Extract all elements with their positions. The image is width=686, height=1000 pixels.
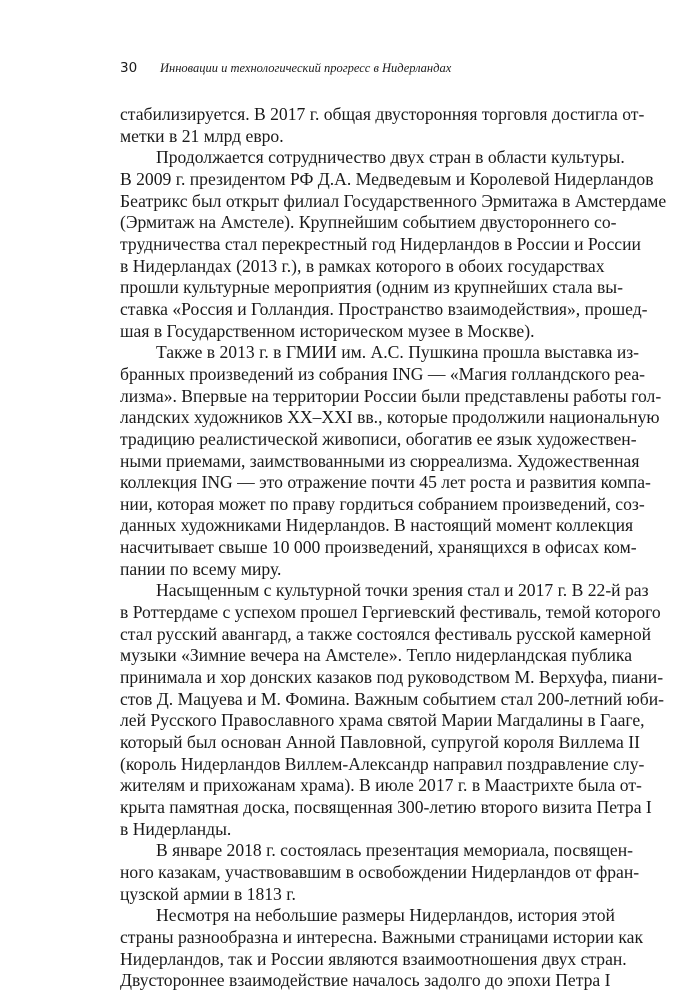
text-line: Продолжается сотрудничество двух стран в области культуры.	[156, 147, 625, 168]
text-line: насчитывает свыше 10 000 произведений, хранящихся в офисах ком-	[120, 537, 637, 558]
text-line: трудничества стал перекрестный год Нидерландов в России и России	[120, 233, 641, 254]
text-line: данных художниками Нидерландов. В настоящий момент коллекция	[120, 515, 634, 536]
text-line: ландских художников XX–XXI вв., которые продолжили национальную	[120, 407, 660, 428]
text-line: музыки «Зимние вечера на Амстеле». Тепло нидерландская публика	[120, 645, 633, 666]
body-text	[120, 104, 667, 992]
text-line: в Нидерландах (2013 г.), в рамках которого в обоих государствах	[120, 255, 605, 276]
text-line: стал русский авангард, а также состоялся фестиваль русской камерной	[120, 623, 652, 644]
text-line: Беатрикс был открыт филиал Государственного Эрмитажа в Амстердаме	[120, 190, 667, 211]
page-number: 30	[120, 60, 138, 76]
running-header	[120, 60, 590, 80]
text-line: лей Русского Православного храма святой Марии Магдалины в Гааге,	[120, 710, 645, 731]
text-line: в Нидерланды.	[120, 818, 232, 839]
paragraph-3	[120, 342, 662, 580]
text-line: бранных произведений из собрания ING — «Магия голландского реа-	[120, 363, 646, 384]
text-line: Двустороннее взаимодействие началось задолго до эпохи Петра I	[120, 970, 611, 991]
text-line: (Эрмитаж на Амстеле). Крупнейшим событием двустороннего со-	[120, 212, 617, 233]
text-line: Нидерландов, так и России являются взаимоотношения двух стран.	[120, 948, 627, 969]
text-line: который был основан Анной Павловной, супругой короля Виллема II	[120, 732, 640, 753]
text-line: жителям и прихожанам храма). В июле 2017 г. в Маастрихте была от-	[120, 775, 642, 796]
text-line: стов Д. Мацуева и М. Фомина. Важным событием стал 200-летний юби-	[120, 688, 664, 709]
text-line: шая в Государственном историческом музее в Москве).	[120, 320, 535, 341]
text-line: в Роттердаме с успехом прошел Гергиевский фестиваль, темой которого	[120, 602, 661, 623]
text-line: страны разнообразна и интересна. Важными страницами истории как	[120, 926, 644, 947]
paragraph-2	[120, 147, 667, 342]
text-line: пании по всему миру.	[120, 558, 282, 579]
text-line: Несмотря на небольшие размеры Нидерландов, история этой	[156, 905, 615, 926]
text-line: (король Нидерландов Виллем-Александр направил поздравление слу-	[120, 753, 645, 774]
text-line: принимала и хор донских казаков под руководством М. Верхуфа, пиани-	[120, 667, 664, 688]
text-line: Также в 2013 г. в ГМИИ им. А.С. Пушкина прошла выставка из-	[156, 342, 640, 363]
paragraph-6	[120, 905, 644, 992]
text-line: крыта памятная доска, посвященная 300-летию второго визита Петра I	[120, 797, 652, 817]
text-line: ставка «Россия и Голландия. Пространство взаимодействия», прошед-	[120, 298, 648, 319]
text-line: метки в 21 млрд евро.	[120, 125, 284, 146]
text-line: ного казакам, участвовавшим в освобождении Нидерландов от фран-	[120, 861, 640, 882]
paragraph-5	[120, 840, 640, 905]
text-line: Насыщенным с культурной точки зрения стал и 2017 г. В 22-й раз	[156, 580, 649, 601]
text-line: стабилизируется. В 2017 г. общая двусторонняя торговля достигла от-	[120, 104, 645, 124]
running-title: Инновации и технологический прогресс в Нидерландах	[160, 61, 452, 75]
text-line: ными приемами, заимствованными из сюрреализма. Художественная	[120, 450, 640, 471]
text-line: прошли культурные мероприятия (одним из крупнейших стала вы-	[120, 277, 623, 298]
text-line: нии, которая может по праву гордиться собранием произведений, соз-	[120, 493, 645, 514]
text-line: традицию реалистической живописи, обогатив ее язык художествен-	[120, 428, 637, 449]
text-line: В январе 2018 г. состоялась презентация мемориала, посвящен-	[156, 840, 633, 861]
paragraph-1	[120, 104, 645, 147]
text-line: лизма». Впервые на территории России были представлены работы гол-	[120, 385, 662, 406]
text-line: цузской армии в 1813 г.	[120, 883, 296, 904]
text-line: коллекция ING — это отражение почти 45 лет роста и развития компа-	[120, 472, 651, 493]
paragraph-4	[120, 580, 664, 840]
text-line: В 2009 г. президентом РФ Д.А. Медведевым и Королевой Нидерландов	[120, 168, 654, 189]
